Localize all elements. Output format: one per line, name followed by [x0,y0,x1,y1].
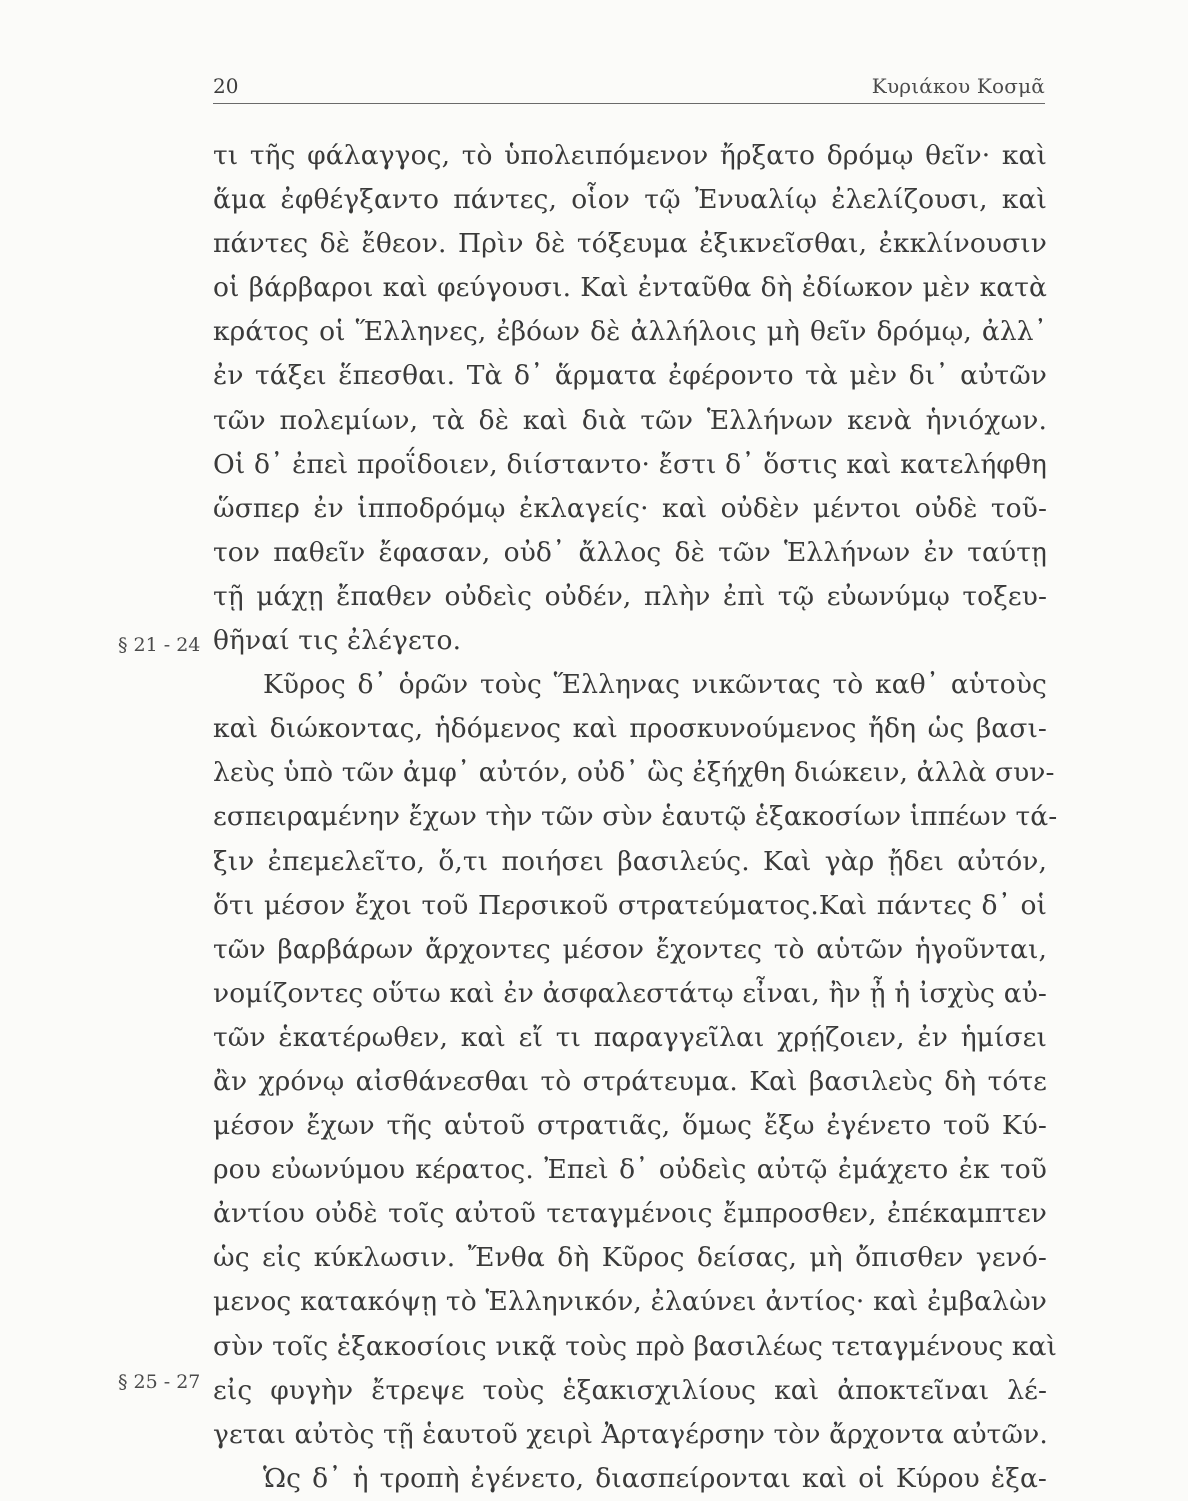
text-line: Κῦρος δ᾿ ὁρῶν τοὺς Ἕλληνας νικῶντας τὸ καθ᾿ αὑτοὺς [263,669,1047,701]
text-line: ξιν ἐπεμελεῖτο, ὅ,τι ποιήσει βασιλεύς. Καὶ γὰρ ᾔδει αὐτόν, [213,845,1047,877]
body-text [213,134,1058,1501]
text-line: τι τῆς φάλαγγος, τὸ ὑπολειπόμενον ἤρξατο δρόμῳ θεῖν· καὶ [213,140,1047,171]
text-line: μέσον ἔχων τῆς αὑτοῦ στρατιᾶς, ὅμως ἔξω ἐγένετο τοῦ Κύ- [213,1110,1047,1142]
text-line: ὅτι μέσον ἔχοι τοῦ Περσικοῦ στρατεύματος.Καὶ πάντες δ᾿ οἱ [213,889,1047,921]
text-line: πάντες δὲ ἔθεον. Πρὶν δὲ τόξευμα ἐξικνεῖσθαι, ἐκκλίνουσιν [213,228,1047,260]
text-line: τῶν πολεμίων, τὰ δὲ καὶ διὰ τῶν Ἑλλήνων κενὰ ἡνιόχων. [213,404,1047,436]
margin-section-note: § 21 - 24 [118,634,201,656]
page-header [213,74,1045,104]
text-line: ρου εὐωνύμου κέρατος. Ἐπεὶ δ᾿ οὐδεὶς αὐτῷ ἐμάχετο ἐκ τοῦ [213,1154,1047,1186]
text-line: κράτος οἱ Ἕλληνες, ἐβόων δὲ ἀλλήλοις μὴ θεῖν δρόμῳ, ἀλλ᾿ [213,316,1047,348]
page-number: 20 [213,74,239,98]
text-line: εσπειραμένην ἔχων τὴν τῶν σὺν ἑαυτῷ ἑξακοσίων ἱππέων τά- [213,801,1058,833]
text-line: τῇ μάχῃ ἔπαθεν οὐδεὶς οὐδέν, πλὴν ἐπὶ τῷ εὐωνύμῳ τοξευ- [213,580,1047,612]
text-line: μενος κατακόψῃ τὸ Ἑλληνικόν, ἐλαύνει ἀντίος· καὶ ἐμβαλὼν [213,1286,1047,1318]
text-line: ἂν χρόνῳ αἰσθάνεσθαι τὸ στράτευμα. Καὶ βασιλεὺς δὴ τότε [213,1065,1047,1097]
header-rule [213,103,1045,104]
text-line: τῶν βαρβάρων ἄρχοντες μέσον ἔχοντες τὸ αὑτῶν ἡγοῦνται, [213,933,1047,965]
text-line: θῆναί τις ἐλέγετο. [213,625,462,657]
text-line: τῶν ἑκατέρωθεν, καὶ εἴ τι παραγγεῖλαι χρῄζοιεν, ἐν ἡμίσει [213,1021,1047,1053]
text-line: ἐν τάξει ἕπεσθαι. Τὰ δ᾿ ἅρματα ἐφέροντο τὰ μὲν δι᾿ αὐτῶν [213,360,1047,392]
running-head: Κυριάκου Κοσμᾶ [871,74,1045,98]
text-line: καὶ διώκοντας, ἡδόμενος καὶ προσκυνούμενος ἤδη ὡς βασι- [213,713,1047,745]
text-line: γεται αὐτὸς τῇ ἑαυτοῦ χειρὶ Ἀρταγέρσην τὸν ἄρχοντα αὐτῶν. [213,1418,1048,1450]
text-line: εἰς φυγὴν ἔτρεψε τοὺς ἑξακισχιλίους καὶ ἀποκτεῖναι λέ- [213,1374,1047,1406]
text-line: ὡς εἰς κύκλωσιν. Ἔνθα δὴ Κῦρος δείσας, μὴ ὄπισθεν γενό- [213,1242,1047,1274]
text-line: λεὺς ὑπὸ τῶν ἀμφ᾿ αὐτόν, οὐδ᾿ ὣς ἐξήχθη διώκειν, ἀλλὰ συν- [213,757,1055,789]
text-line: οἱ βάρβαροι καὶ φεύγουσι. Καὶ ἐνταῦθα δὴ ἐδίωκον μὲν κατὰ [213,272,1047,304]
text-line: νομίζοντες οὕτω καὶ ἐν ἀσφαλεστάτῳ εἶναι, ἢν ᾖ ἡ ἰσχὺς αὐ- [213,977,1047,1009]
text-line: ἀντίου οὐδὲ τοῖς αὐτοῦ τεταγμένοις ἔμπροσθεν, ἐπέκαμπτεν [213,1198,1047,1230]
text-line: ὥσπερ ἐν ἱπποδρόμῳ ἐκλαγείς· καὶ οὐδὲν μέντοι οὐδὲ τοῦ- [213,492,1047,524]
text-line: ἅμα ἐφθέγξαντο πάντες, οἷον τῷ Ἐνυαλίῳ ἐλελίζουσι, καὶ [213,184,1047,216]
text-line: Ὡς δ᾿ ἡ τροπὴ ἐγένετο, διασπείρονται καὶ οἱ Κύρου ἑξα- [263,1462,1047,1494]
text-line: Οἱ δ᾿ ἐπεὶ προΐδοιεν, διίσταντο· ἔστι δ᾿ ὅστις καὶ κατελήφθη [213,448,1047,480]
margin-section-note: § 25 - 27 [118,1371,201,1393]
text-line: σὺν τοῖς ἑξακοσίοις νικᾷ τοὺς πρὸ βασιλέως τεταγμένους καὶ [213,1330,1057,1362]
text-line: τον παθεῖν ἔφασαν, οὐδ᾿ ἄλλος δὲ τῶν Ἑλλήνων ἐν ταύτῃ [213,536,1047,568]
